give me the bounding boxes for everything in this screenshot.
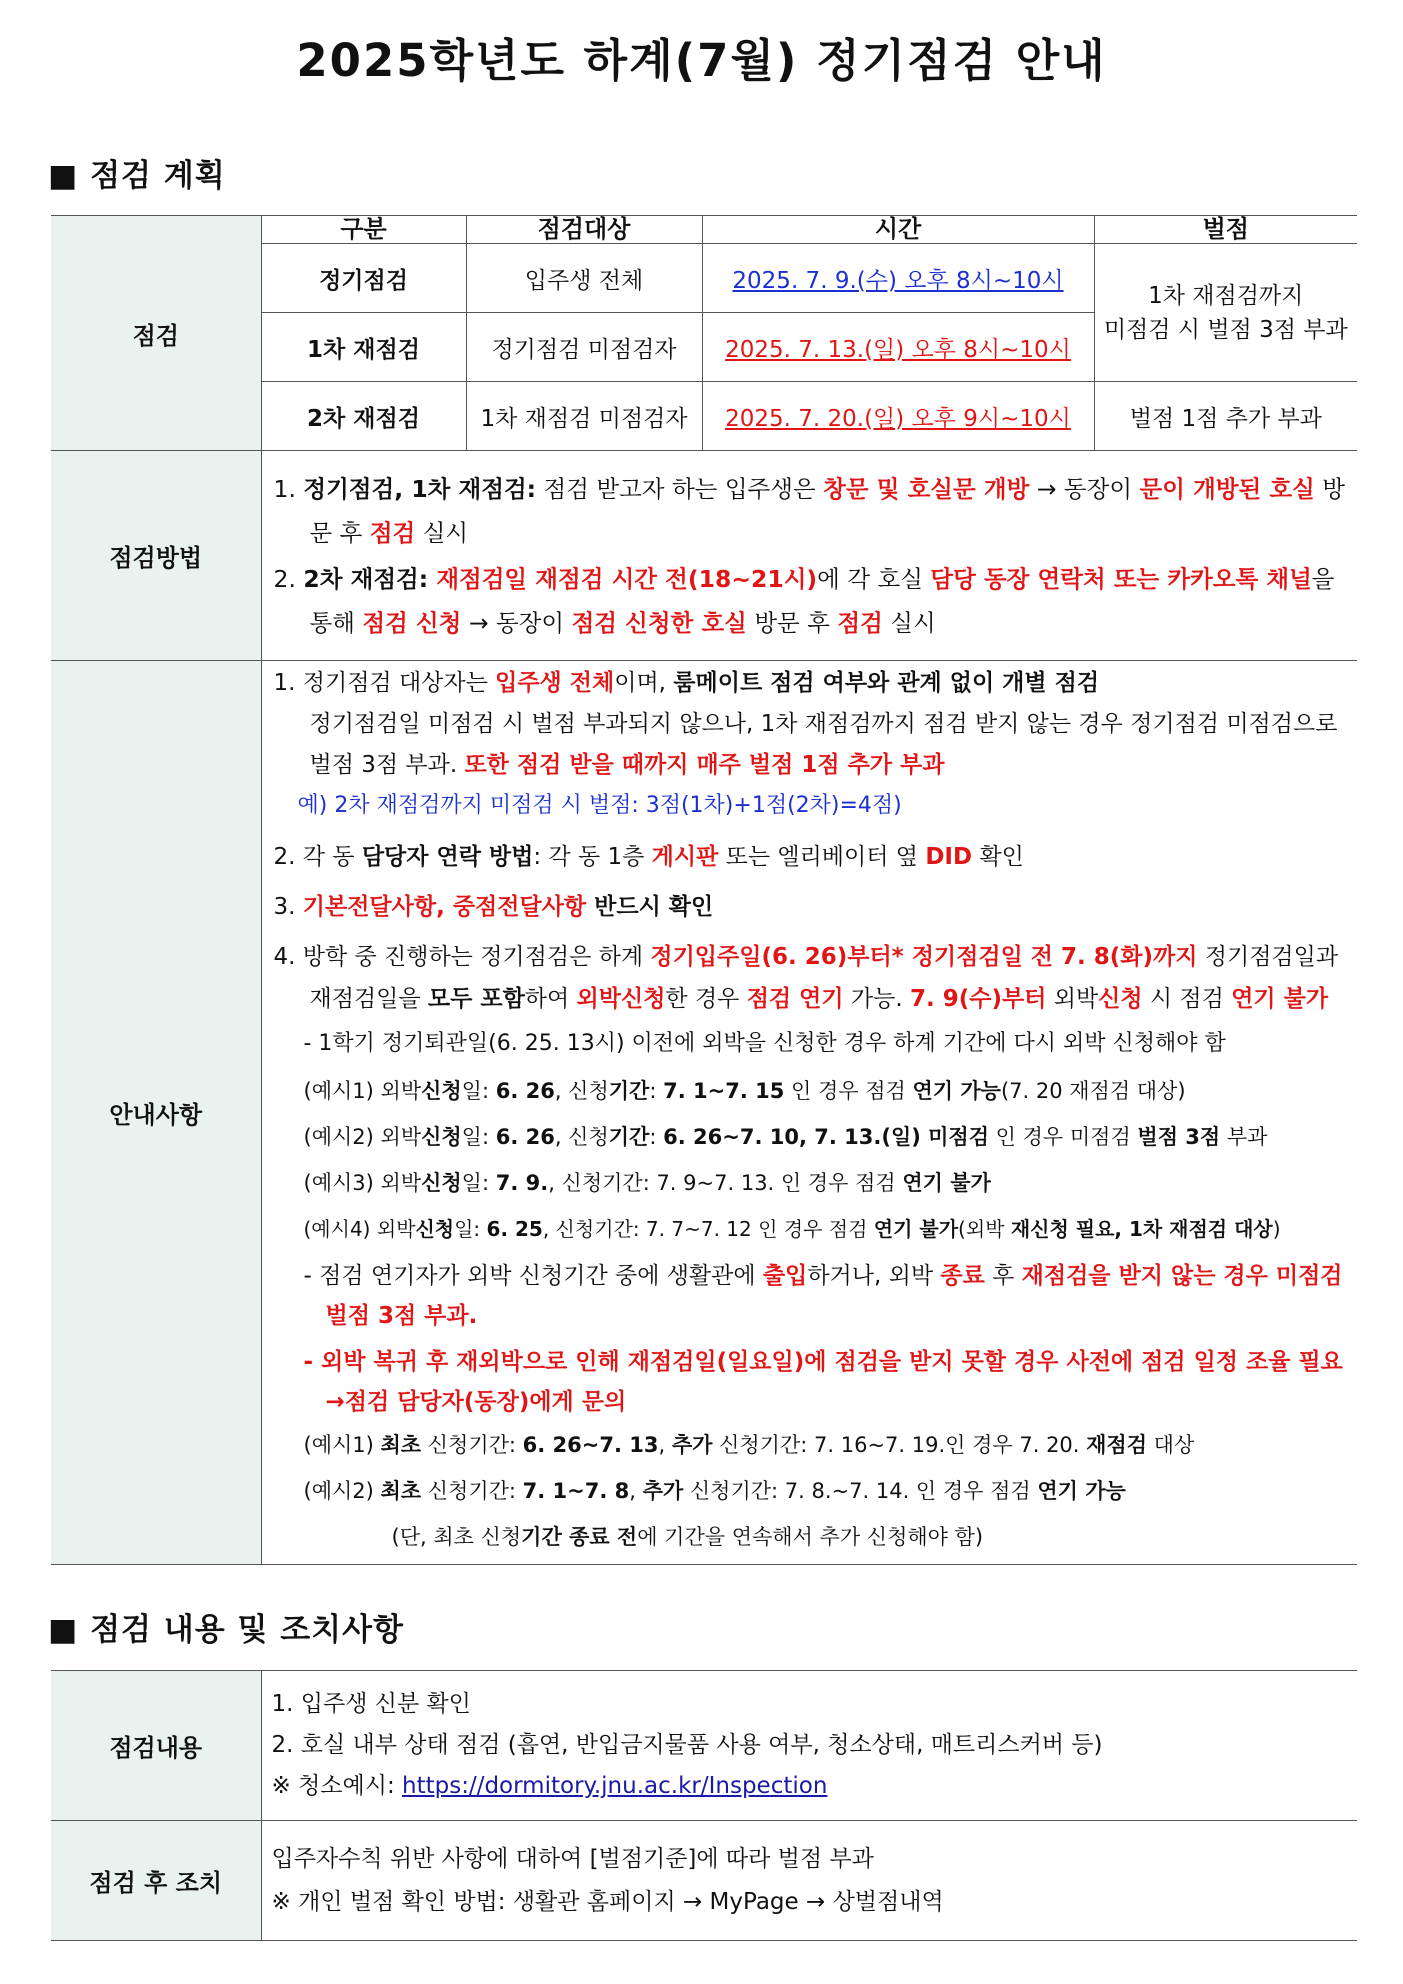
row-label-after: 점검 후 조치	[51, 1821, 261, 1941]
info-item-1-detail: 정기점검일 미점검 시 벌점 부과되지 않으나, 1차 재점검까지 점검 받지 않는 경우 정기점검 미점검으로 벌점 3점 부과. 또한 점검 받을 때까지 매주 벌점 1점 추가 부과	[309, 711, 1338, 778]
method-notes	[261, 451, 1357, 661]
section-title-content: ■ 점검 내용 및 조치사항	[48, 1612, 404, 1648]
row-type: 2차 재점검	[261, 382, 466, 451]
row-label-method: 점검방법	[51, 451, 261, 661]
row-label-content: 점검내용	[51, 1671, 261, 1821]
content-item-3: ※ 청소예시: https://dormitory.jnu.ac.kr/Inspection	[271, 1773, 828, 1799]
row-time: 2025. 7. 9.(수) 오후 8시~10시	[702, 244, 1094, 313]
info-detail-1: - 1학기 정기퇴관일(6. 25. 13시) 이전에 외박을 신청한 경우 하계 기간에 다시 외박 신청해야 함	[303, 1031, 1226, 1056]
row-time: 2025. 7. 20.(일) 오후 9시~10시	[702, 382, 1094, 451]
row-label-inspection: 점검	[51, 216, 261, 451]
page-title: 2025학년도 하계(7월) 정기점검 안내	[296, 34, 1107, 87]
row-type: 1차 재점검	[261, 313, 466, 382]
info-item-4: 4. 방학 중 진행하는 정기점검은 하계 정기입주일(6. 26)부터* 정기점검일 전 7. 8(화)까지 정기점검일과 재점검일을 모두 포함하여 외박신청한 경우 점검 연기 가능. 7. 9(수)부터 외박신청 시 점검 연기 불가	[273, 944, 1339, 1012]
info-item-2: 2. 각 동 담당자 연락 방법: 각 동 1층 게시판 또는 엘리베이터 옆 DID 확인	[273, 844, 1024, 870]
info-item-1-example: 예) 2차 재점검까지 미점검 시 벌점: 3점(1차)+1점(2차)=4점)	[297, 793, 902, 818]
inspection-content-table	[51, 1670, 1357, 1941]
header-target: 점검대상	[466, 216, 702, 244]
info-item-1: 1. 정기점검 대상자는 입주생 전체이며, 룸메이트 점검 여부와 관계 없이 개별 점검	[273, 670, 1100, 696]
cleaning-example-link[interactable]: https://dormitory.jnu.ac.kr/Inspection	[402, 1773, 828, 1799]
after-item-1: 입주자수칙 위반 사항에 대하여 [벌점기준]에 따라 벌점 부과	[271, 1845, 874, 1872]
penalty-merged-line2: 미점검 시 벌점 3점 부과	[1103, 316, 1348, 343]
row-type: 정기점검	[261, 244, 466, 313]
header-penalty: 벌점	[1094, 216, 1357, 244]
content-item-2: 2. 호실 내부 상태 점검 (흡연, 반입금지물품 사용 여부, 청소상태, 매트리스커버 등)	[271, 1732, 1103, 1758]
header-time: 시간	[702, 216, 1094, 244]
row-target: 정기점검 미점검자	[466, 313, 702, 382]
after-notes	[261, 1821, 1357, 1941]
row-time: 2025. 7. 13.(일) 오후 8시~10시	[702, 313, 1094, 382]
info-example-5: (예시1) 최초 신청기간: 6. 26~7. 13, 추가 신청기간: 7. 16~7. 19.인 경우 7. 20. 재점검 대상	[303, 1433, 1195, 1457]
info-example-1: (예시1) 외박신청일: 6. 26, 신청기간: 7. 1~7. 15 인 경우 점검 연기 가능(7. 20 재점검 대상)	[303, 1079, 1186, 1103]
row-label-info: 안내사항	[51, 661, 261, 1565]
penalty-merged	[1094, 244, 1357, 382]
after-item-2: ※ 개인 벌점 확인 방법: 생활관 홈페이지 → MyPage → 상벌점내역	[271, 1888, 944, 1915]
method-item-1: 1. 정기점검, 1차 재점검: 점검 받고자 하는 입주생은 창문 및 호실문 개방 → 동장이 문이 개방된 호실 방문 후 점검 실시	[273, 474, 1345, 547]
header-category: 구분	[261, 216, 466, 244]
row-target: 입주생 전체	[466, 244, 702, 313]
inspection-plan-table	[51, 215, 1357, 1565]
info-notes	[261, 661, 1357, 1565]
section-title-plan: ■ 점검 계획	[48, 158, 226, 194]
info-detail-2: - 점검 연기자가 외박 신청기간 중에 생활관에 출입하거나, 외박 종료 후 재점검을 받지 않는 경우 미점검 벌점 3점 부과.	[303, 1263, 1343, 1329]
info-example-4: (예시4) 외박신청일: 6. 25, 신청기간: 7. 7~7. 12 인 경우 점검 연기 불가(외박 재신청 필요, 1차 재점검 대상)	[303, 1217, 1281, 1241]
row-target: 1차 재점검 미점검자	[466, 382, 702, 451]
info-item-3: 3. 기본전달사항, 중점전달사항 반드시 확인	[273, 894, 714, 920]
row-penalty: 벌점 1점 추가 부과	[1094, 382, 1357, 451]
info-example-6: (예시2) 최초 신청기간: 7. 1~7. 8, 추가 신청기간: 7. 8.~7. 14. 인 경우 점검 연기 가능	[303, 1479, 1126, 1503]
info-example-note: (단, 최초 신청기간 종료 전에 기간을 연속해서 추가 신청해야 함)	[391, 1525, 984, 1549]
penalty-merged-line1: 1차 재점검까지	[1148, 282, 1304, 309]
info-example-3: (예시3) 외박신청일: 7. 9., 신청기간: 7. 9~7. 13. 인 경우 점검 연기 불가	[303, 1171, 991, 1195]
method-item-2: 2. 2차 재점검: 재점검일 재점검 시간 전(18~21시)에 각 호실 담당 동장 연락처 또는 카카오톡 채널을 통해 점검 신청 → 동장이 점검 신청한 호실 방문 후 점검 실시	[273, 564, 1335, 637]
content-item-1: 1. 입주생 신분 확인	[271, 1691, 471, 1717]
info-detail-3: - 외박 복귀 후 재외박으로 인해 재점검일(일요일)에 점검을 받지 못할 경우 사전에 점검 일정 조율 필요→점검 담당자(동장)에게 문의	[303, 1349, 1343, 1415]
content-notes	[261, 1671, 1357, 1821]
info-example-2: (예시2) 외박신청일: 6. 26, 신청기간: 6. 26~7. 10, 7. 13.(일) 미점검 인 경우 미점검 벌점 3점 부과	[303, 1125, 1268, 1149]
